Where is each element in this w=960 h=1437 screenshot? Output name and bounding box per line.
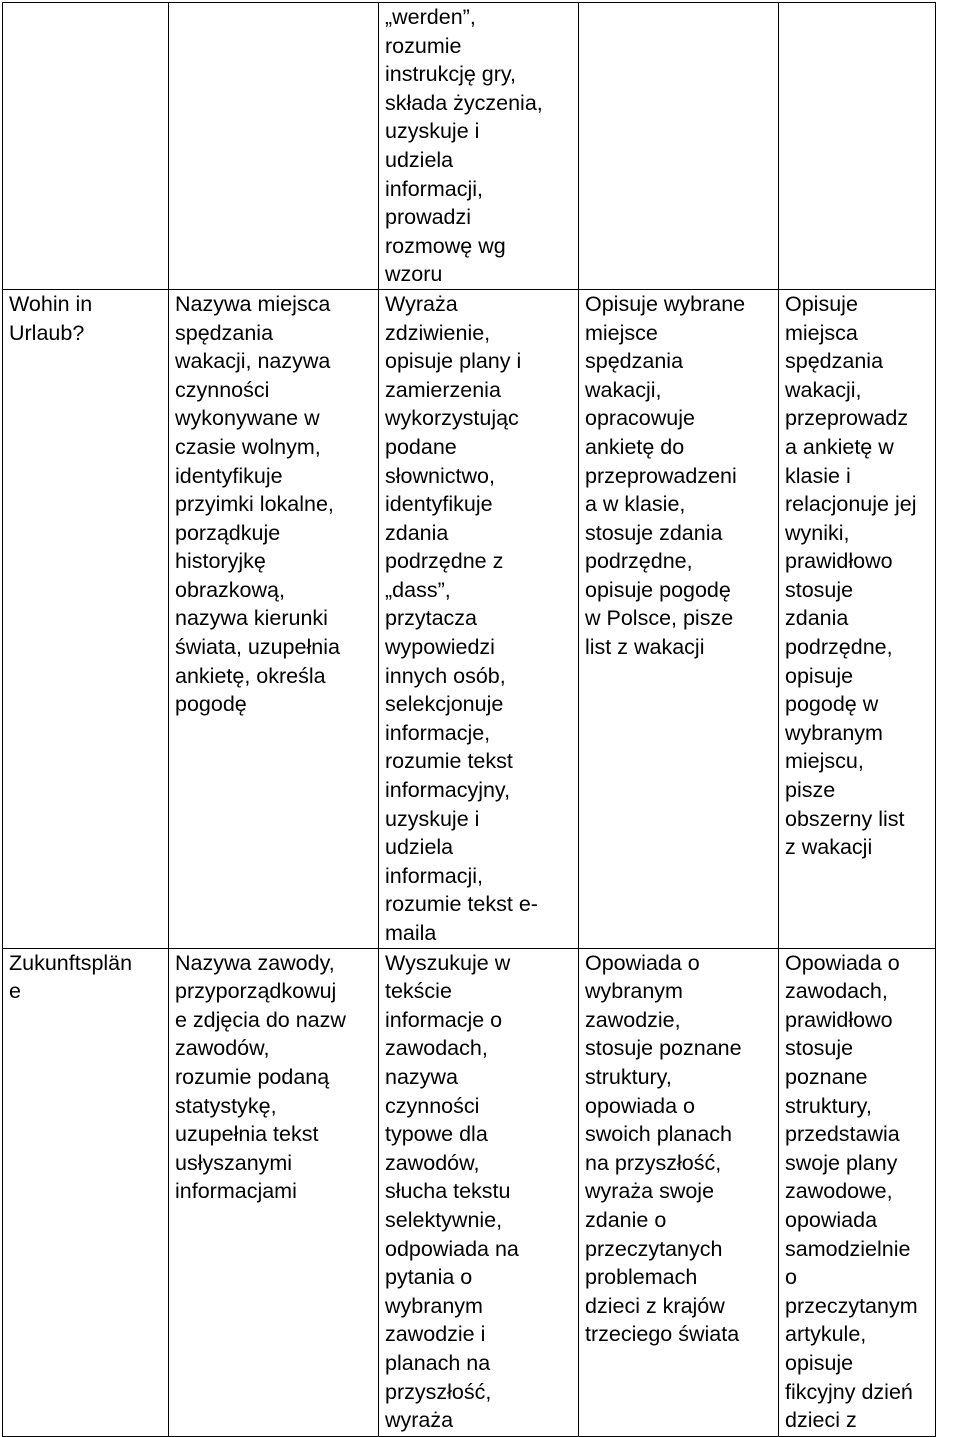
col5-cell bbox=[779, 948, 936, 1436]
cell-text: Opisuje wybrane miejsce spędzania wakacji, opracowuje ankietę do przeprowadzeni a w klasie, stosuje zdania podrzędne, opisuje pogodę w Polsce, pisze list z wakacji bbox=[585, 291, 746, 660]
col4-cell bbox=[579, 948, 779, 1436]
col2-cell bbox=[169, 948, 379, 1436]
cell-text: Nazywa miejsca spędzania wakacji, nazywa czynności wykonywane w czasie wolnym, identyfikuje przyimki lokalne, porządkuje historyjkę obrazkową, nazywa kierunki świata, uzupełnia ankietę, określa pogodę bbox=[175, 291, 340, 717]
cell-text: Wyraża zdziwienie, opisuje plany i zamierzenia wykorzystując podane słownictwo, identyfikuje zdania podrzędne z „dass”, przytacza wypowiedzi innych osób, selekcjonuje informacje, rozumie tekst informacyjny, uzyskuje i udziela informacji, rozumie tekst e- maila bbox=[385, 291, 538, 945]
topic-text: Wohin in Urlaub? bbox=[9, 291, 93, 345]
cell-text: „werden”, rozumie instrukcję gry, składa życzenia, uzyskuje i udziela informacji, prowadzi rozmowę wg wzoru bbox=[385, 5, 543, 287]
col5-cell-empty bbox=[779, 3, 936, 290]
cell-text: Opowiada o wybranym zawodzie, stosuje poznane struktury, opowiada o swoich planach na przyszłość, wyraża swoje zdanie o przeczytanych problemach dzieci z krajów trzeciego świata bbox=[585, 950, 742, 1347]
topic-text: Zukunftsplän e bbox=[9, 950, 133, 1004]
col4-cell bbox=[579, 289, 779, 948]
curriculum-table bbox=[2, 2, 936, 1437]
cell-text: Opowiada o zawodach, prawidłowo stosuje poznane struktury, przedstawia swoje plany zawodowe, opowiada samodzielnie o przeczytanym artykule, opisuje fikcyjny dzień dzieci z bbox=[785, 950, 918, 1433]
col5-cell bbox=[779, 289, 936, 948]
col2-cell bbox=[169, 289, 379, 948]
cell-text: Opisuje miejsca spędzania wakacji, przeprowadz a ankietę w klasie i relacjonuje jej wyniki, prawidłowo stosuje zdania podrzędne, opisuje pogodę w wybranym miejscu, pisze obszerny list z wakacji bbox=[785, 291, 917, 860]
cell-text: Nazywa zawody, przyporządkowuj e zdjęcia do nazw zawodów, rozumie podaną statystykę, uzupełnia tekst usłyszanymi informacjami bbox=[175, 950, 346, 1204]
table-row bbox=[3, 289, 936, 948]
topic-cell bbox=[3, 289, 169, 948]
topic-cell bbox=[3, 948, 169, 1436]
col2-cell-empty bbox=[169, 3, 379, 290]
topic-cell-empty bbox=[3, 3, 169, 290]
col3-cell bbox=[379, 289, 579, 948]
cell-text: Wyszukuje w tekście informacje o zawodach, nazywa czynności typowe dla zawodów, słucha tekstu selektywnie, odpowiada na pytania o wybranym zawodzie i planach na przyszłość, wyraża bbox=[385, 950, 519, 1433]
table-row-continued bbox=[3, 3, 936, 290]
col3-cell bbox=[379, 3, 579, 290]
col3-cell bbox=[379, 948, 579, 1436]
col4-cell-empty bbox=[579, 3, 779, 290]
table-row bbox=[3, 948, 936, 1436]
